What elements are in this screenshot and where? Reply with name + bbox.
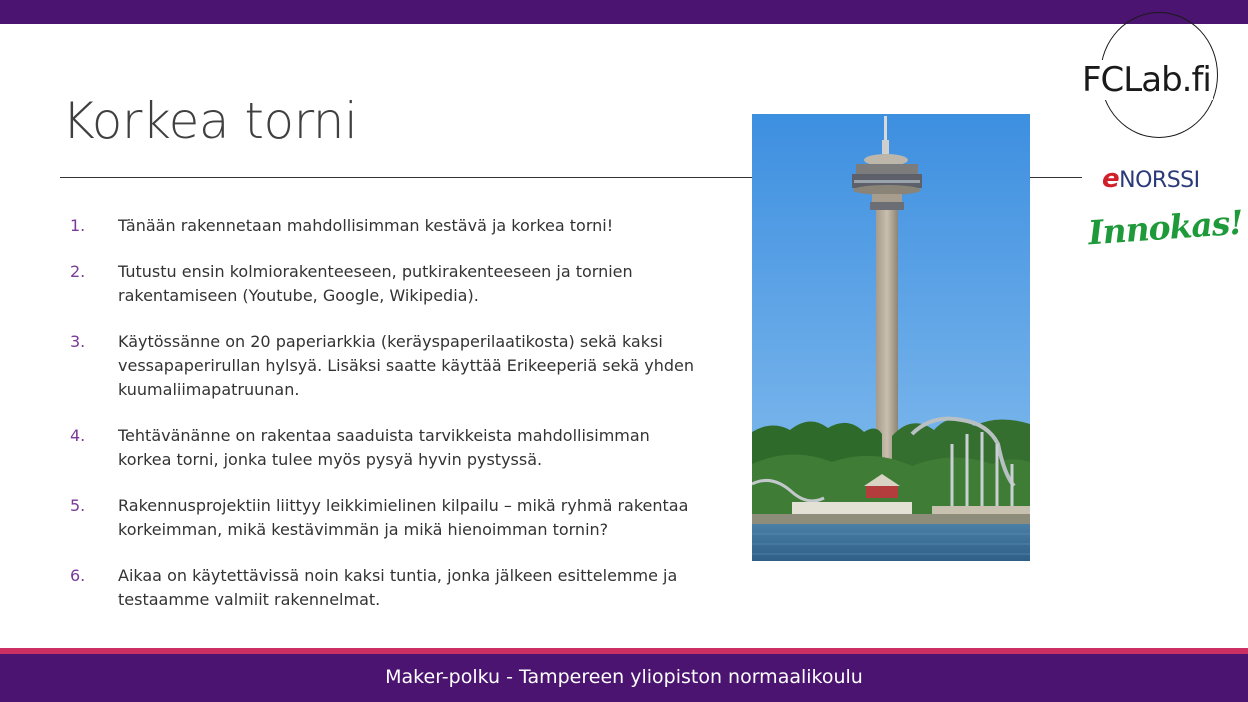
title-divider (60, 177, 752, 178)
title-divider-right (1030, 177, 1082, 178)
list-text: Aikaa on käytettävissä noin kaksi tuntia, jonka jälkeen esittelemme ja (118, 566, 678, 585)
list-text: korkeimman, mikä kestävimmän ja mikä hienoimman tornin? (118, 520, 609, 539)
list-number: 2. (70, 262, 86, 281)
instruction-list (70, 214, 710, 634)
list-item (70, 564, 710, 612)
list-item (70, 424, 710, 472)
list-text: Tehtävänänne on rakentaa saaduista tarvikkeista mahdollisimman (118, 426, 650, 445)
fclab-logo (1078, 12, 1220, 140)
footer-bar (0, 654, 1248, 702)
enorssi-logo-e: e (1102, 164, 1120, 194)
slide-title: Korkea torni (62, 92, 358, 150)
list-text: Käytössänne on 20 paperiarkkia (keräyspaperilaatikosta) sekä kaksi (118, 332, 663, 351)
list-text: Tutustu ensin kolmiorakenteeseen, putkirakenteeseen ja tornien (118, 262, 633, 281)
list-number: 4. (70, 426, 86, 445)
list-text: testaamme valmiit rakennelmat. (118, 590, 381, 609)
tower-photo (752, 114, 1030, 561)
list-text: Rakennusprojektiin liittyy leikkimielinen kilpailu – mikä ryhmä rakentaa (118, 496, 689, 515)
top-bar (0, 0, 1248, 24)
footer-text: Maker-polku - Tampereen yliopiston normaalikoulu (385, 666, 863, 688)
list-text: vessapaperirullan hylsyä. Lisäksi saatte käyttää Erikeeperiä sekä yhden (118, 356, 695, 375)
list-text: Tänään rakennetaan mahdollisimman kestävä ja korkea torni! (118, 216, 614, 235)
list-number: 1. (70, 216, 86, 235)
list-item (70, 214, 710, 238)
enorssi-logo-text: NORSSI (1119, 168, 1200, 193)
list-text: korkea torni, jonka tulee myös pysyä hyvin pystyssä. (118, 450, 543, 469)
list-number: 5. (70, 496, 86, 515)
list-item (70, 330, 710, 402)
fclab-logo-text: FCLab.fi (1082, 60, 1211, 100)
list-item (70, 494, 710, 542)
innokas-logo: Innokas! (1086, 202, 1244, 253)
list-text: kuumaliimapatruunan. (118, 380, 300, 399)
enorssi-logo (1102, 164, 1200, 194)
list-item (70, 260, 710, 308)
list-number: 3. (70, 332, 86, 351)
list-number: 6. (70, 566, 86, 585)
list-text: rakentamiseen (Youtube, Google, Wikipedia). (118, 286, 479, 305)
